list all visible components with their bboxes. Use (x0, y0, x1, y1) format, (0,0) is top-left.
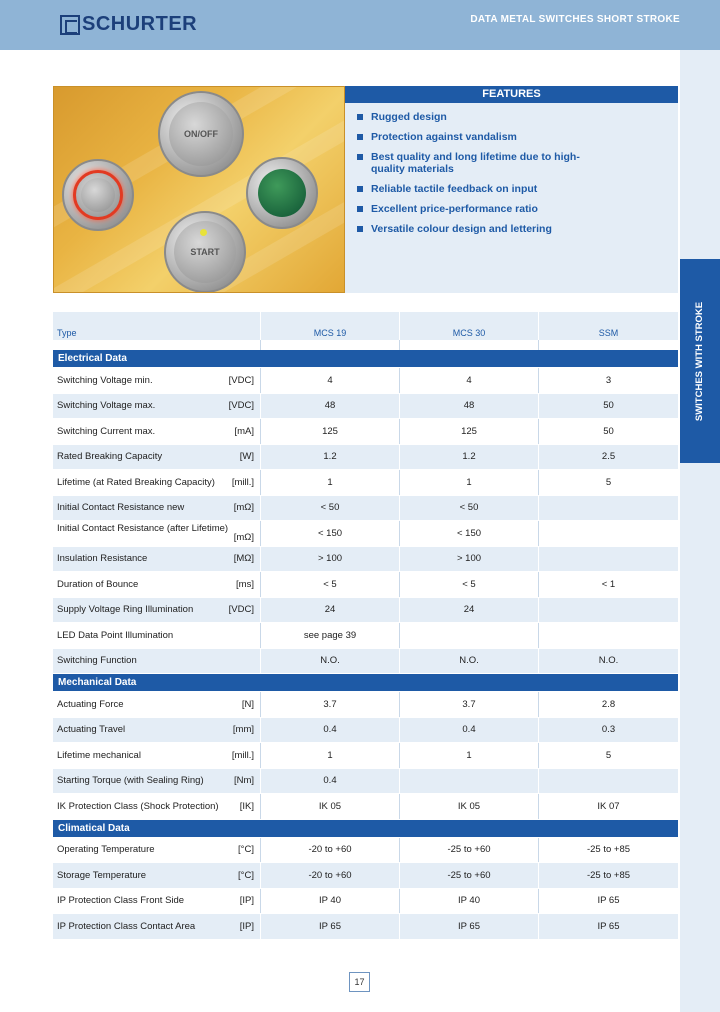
page-number: 17 (349, 972, 370, 992)
table-cell: N.O. (261, 649, 400, 674)
table-row (53, 743, 678, 769)
row-label-text: Initial Contact Resistance (after Lifetime) (57, 523, 229, 534)
table-cell: < 50 (400, 496, 539, 521)
row-label (53, 769, 261, 794)
row-label-text: Operating Temperature (57, 844, 155, 856)
row-label (53, 394, 261, 419)
row-label-text: Insulation Resistance (57, 553, 148, 565)
brand-name: SCHURTER (82, 13, 198, 35)
row-label (53, 914, 261, 939)
table-cell: > 100 (400, 547, 539, 572)
row-label-text: Switching Current max. (57, 425, 156, 437)
row-unit: [mm] (232, 724, 254, 736)
switch-start (164, 211, 246, 293)
row-label-text: Lifetime mechanical (57, 749, 141, 761)
table-row (53, 794, 678, 820)
header-gap (53, 340, 678, 350)
table-cell: N.O. (598, 655, 619, 667)
section-header: Electrical Data (53, 350, 678, 367)
row-label (53, 547, 261, 572)
table-cell (400, 623, 539, 648)
features-box (345, 86, 678, 293)
row-label-text: Initial Contact Resistance new (57, 502, 185, 514)
row-unit: [Nm] (233, 775, 254, 787)
row-label (53, 368, 261, 393)
table-row (53, 914, 678, 940)
table-cell: 50 (603, 400, 614, 412)
column-header: MCS 30 (400, 312, 539, 340)
row-label-text: IP Protection Class Contact Area (57, 920, 196, 932)
table-cell: IP 65 (400, 914, 539, 939)
row-unit: [IP] (239, 895, 254, 907)
row-label-text: Lifetime (at Rated Breaking Capacity) (57, 476, 215, 488)
table-row (53, 496, 678, 522)
row-unit: [W] (239, 451, 254, 463)
table-cell (400, 769, 539, 794)
table-cell: 50 (603, 425, 614, 437)
table-cell: < 5 (261, 572, 400, 597)
row-label (53, 863, 261, 888)
table-cell: 1.2 (400, 445, 539, 470)
table-row (53, 598, 678, 624)
row-unit: [VDC] (228, 604, 254, 616)
table-row (53, 368, 678, 394)
table-cell: IP 65 (597, 895, 620, 907)
row-label-text: Switching Function (57, 655, 137, 667)
row-label-text: Rated Breaking Capacity (57, 451, 163, 463)
table-cell: 1.2 (261, 445, 400, 470)
table-cell: < 150 (261, 521, 400, 546)
row-unit: [mΩ] (233, 502, 254, 514)
table-cell: < 1 (601, 578, 616, 590)
right-margin-strip (680, 50, 720, 1012)
table-cell: IK 05 (400, 794, 539, 819)
switch-ring-illuminated (62, 159, 134, 231)
row-label-text: Actuating Travel (57, 724, 126, 736)
table-row (53, 572, 678, 598)
table-row (53, 394, 678, 420)
schurter-logo (60, 13, 197, 36)
row-label (53, 649, 261, 674)
table-cell: see page 39 (261, 623, 400, 648)
feature-item: Protection against vandalism (357, 131, 587, 143)
row-label-text: IK Protection Class (Shock Protection) (57, 800, 219, 812)
table-cell: IP 65 (261, 914, 400, 939)
table-cell: 4 (400, 368, 539, 393)
table-cell: 3.7 (261, 692, 400, 717)
row-label-text: LED Data Point Illumination (57, 629, 174, 641)
row-label (53, 572, 261, 597)
table-row (53, 547, 678, 573)
table-row (53, 649, 678, 675)
row-label (53, 794, 261, 819)
table-row (53, 769, 678, 795)
row-label (53, 718, 261, 743)
row-unit: [°C] (238, 844, 254, 856)
row-unit: [MΩ] (233, 553, 254, 565)
row-unit: [VDC] (228, 400, 254, 412)
features-heading: FEATURES (345, 86, 678, 103)
table-cell: 1 (261, 470, 400, 495)
feature-item: Best quality and long lifetime due to high-quality materials (357, 151, 587, 175)
row-unit: [ms] (236, 578, 254, 590)
table-cell (539, 496, 678, 521)
row-unit: [mill.] (231, 476, 254, 488)
table-cell: N.O. (400, 649, 539, 674)
row-label (53, 692, 261, 717)
table-cell (539, 521, 678, 546)
switch-onoff-label: ON/OFF (184, 129, 218, 139)
side-tab-label-wrap (680, 259, 720, 463)
row-label (53, 838, 261, 863)
table-row (53, 419, 678, 445)
table-cell: 1 (261, 743, 400, 768)
table-cell: 4 (261, 368, 400, 393)
table-cell: 125 (261, 419, 400, 444)
row-unit: [mΩ] (233, 531, 254, 543)
table-cell: IP 40 (400, 889, 539, 914)
row-unit: [°C] (238, 869, 254, 881)
features-list (345, 103, 678, 235)
column-header: MCS 19 (261, 312, 400, 340)
table-cell: 125 (400, 419, 539, 444)
side-tab-label: SWITCHES WITH STROKE (694, 301, 706, 421)
row-unit: [N] (241, 698, 254, 710)
table-cell (539, 598, 678, 623)
table-row (53, 863, 678, 889)
row-unit: [mill.] (231, 749, 254, 761)
row-label (53, 598, 261, 623)
table-cell: 48 (261, 394, 400, 419)
row-label (53, 445, 261, 470)
type-header-row (53, 312, 678, 340)
row-unit: [VDC] (228, 374, 254, 386)
table-cell: IP 40 (261, 889, 400, 914)
section-header: Mechanical Data (53, 674, 678, 691)
row-label (53, 623, 261, 648)
row-label (53, 496, 261, 521)
table-cell: 5 (605, 476, 612, 488)
table-row (53, 623, 678, 649)
table-row (53, 889, 678, 915)
table-row (53, 838, 678, 864)
table-cell: -20 to +60 (261, 838, 400, 863)
row-label (53, 521, 261, 546)
table-cell: 0.4 (261, 718, 400, 743)
led-dot (200, 229, 207, 236)
table-cell: > 100 (261, 547, 400, 572)
feature-item: Rugged design (357, 111, 587, 123)
table-cell: 2.5 (601, 451, 616, 463)
table-cell: 3.7 (400, 692, 539, 717)
table-cell: 3 (605, 374, 612, 386)
table-cell: 24 (261, 598, 400, 623)
feature-item: Reliable tactile feedback on input (357, 183, 587, 195)
row-unit: [IP] (239, 920, 254, 932)
row-label-text: Supply Voltage Ring Illumination (57, 604, 194, 616)
row-label (53, 419, 261, 444)
table-cell (539, 623, 678, 648)
row-label-text: Duration of Bounce (57, 578, 139, 590)
table-row (53, 445, 678, 471)
row-label-text: IP Protection Class Front Side (57, 895, 185, 907)
table-cell: IP 65 (597, 920, 620, 932)
table-cell: -25 to +85 (586, 844, 631, 856)
table-cell: 0.4 (400, 718, 539, 743)
table-cell: IK 05 (261, 794, 400, 819)
table-cell: -20 to +60 (261, 863, 400, 888)
product-photo (53, 86, 345, 293)
row-unit: [mA] (234, 425, 254, 437)
table-cell: -25 to +60 (400, 838, 539, 863)
table-cell: 1 (400, 743, 539, 768)
column-header: SSM (598, 328, 619, 338)
row-unit: [IK] (239, 800, 254, 812)
row-label-text: Actuating Force (57, 698, 124, 710)
table-cell: 24 (400, 598, 539, 623)
table-cell (539, 547, 678, 572)
page-header (0, 0, 720, 50)
table-cell: < 50 (261, 496, 400, 521)
table-cell: -25 to +60 (400, 863, 539, 888)
spec-table (53, 312, 678, 940)
switch-green (246, 157, 318, 229)
table-cell: 48 (400, 394, 539, 419)
table-row (53, 718, 678, 744)
table-cell: -25 to +85 (586, 869, 631, 881)
type-label: Type (53, 312, 261, 340)
table-row (53, 521, 678, 547)
table-cell: 2.8 (601, 698, 616, 710)
header-title: DATA METAL SWITCHES SHORT STROKE (470, 14, 680, 25)
table-row (53, 470, 678, 496)
table-cell: 0.4 (261, 769, 400, 794)
table-row (53, 692, 678, 718)
table-cell (539, 769, 678, 794)
row-label (53, 743, 261, 768)
row-label (53, 889, 261, 914)
row-label (53, 470, 261, 495)
row-label-text: Storage Temperature (57, 869, 147, 881)
row-label-text: Switching Voltage min. (57, 374, 153, 386)
table-cell: < 150 (400, 521, 539, 546)
feature-item: Versatile colour design and lettering (357, 223, 587, 235)
row-label-text: Starting Torque (with Sealing Ring) (57, 775, 204, 787)
schurter-logo-icon (60, 15, 80, 35)
table-cell: 5 (605, 749, 612, 761)
table-cell: < 5 (400, 572, 539, 597)
section-header: Climatical Data (53, 820, 678, 837)
switch-onoff (158, 91, 244, 177)
row-label-text: Switching Voltage max. (57, 400, 156, 412)
table-cell: 0.3 (601, 724, 616, 736)
table-cell: IK 07 (597, 800, 620, 812)
table-cell: 1 (400, 470, 539, 495)
switch-start-label: START (190, 247, 220, 257)
feature-item: Excellent price-performance ratio (357, 203, 587, 215)
